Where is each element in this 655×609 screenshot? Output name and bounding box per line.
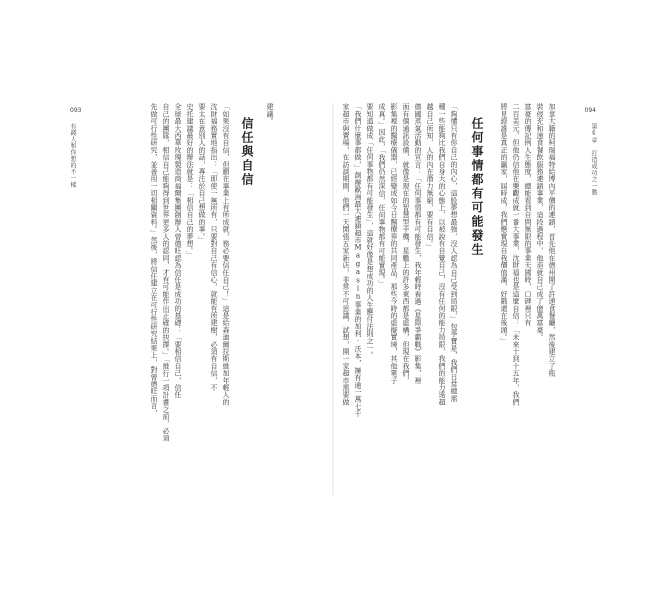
right-paragraph: 家超市與賣場，在訪談期間，他們一天開張五家新店，非常不可思議，試想，開一家超市需要做: [342, 103, 350, 406]
right-paragraph: 裝侵充和速食餐飲服務連鎖事業，這段過程中，他造就自己成了億萬富豪。: [536, 103, 544, 341]
right-running-head: 第4章 打造成功之一動: [590, 123, 597, 196]
right-paragraph: 加拿大籍的柯瑞福特給博內平價的連鎖，首先他在德州開了許速食餐廳，然後建立了瓶: [548, 103, 556, 377]
right-paragraph: 二百美元，但他仍信他在樂觀成就一番大事業，沈財福也是這麼自信：「未來十到十五年，我們: [512, 103, 520, 406]
right-paragraph: 德國蒸氣活動的宣言：「任何事情都有可能發生，我年輕時看過《星際爭霸戰》影集，裡: [414, 103, 422, 384]
left-paragraph: 史托建議最好的辦法就是：「相信自己的夢想。」: [186, 103, 194, 258]
right-paragraph: 要知道做成「任何事物都有可能發生」，這就好像是想成功的人生應付法則之一。: [366, 103, 374, 359]
left-paragraph: 全球最大西華玫瑰製造商福爾集團創辦人曾德旺認為信任是成功的基礎：「要相信自己，信任: [174, 103, 182, 399]
right-page: [338, 103, 604, 495]
right-paragraph: 越自己所知，人的內在潛力無窮，要有自信。」: [426, 103, 434, 251]
left-section-heading: 信任與自信: [240, 117, 254, 187]
left-running-head: 有錢人和你想的不一樣: [69, 123, 76, 188]
left-paragraph: 建議。: [266, 103, 274, 125]
left-page: [62, 103, 330, 495]
right-paragraph: 成真。」因此，「我們仍然深信，任何事物都有可能實現。」: [378, 103, 386, 287]
left-paragraph: 先做可行性研究，並善用一切相關資料。」然後，將信任建立在可行性研究結果上，對曾德旺而言，: [150, 103, 158, 417]
right-paragraph: 富豪的傳記例人生態度，總能看到自問無限的事業天國時，口碑裡只有: [524, 103, 532, 327]
book-spread: [62, 103, 604, 495]
gutter: [332, 103, 334, 495]
left-paragraph: 沈財福務實地指出：「即使一無所有，只要對自己有信心，就能有所建樹，必須有自信，不: [210, 103, 218, 391]
right-section-heading: 任何事情都有可能發生: [470, 117, 484, 257]
right-paragraph: 面有個通訊設備，就像是現在的智慧型手機，星艦上的許多東西都是虛構，但現在我們，: [402, 103, 410, 384]
left-page-number: 093: [70, 107, 82, 114]
right-paragraph: 種一些能夠比我們自身大的心態上，以被說有自覺自己，沒有任何的能力局限，我們的能力遠超: [438, 103, 446, 406]
left-paragraph: 要太在意別人的話，專注於自己想做的事。」: [198, 103, 206, 244]
right-paragraph: 「我們什麼事都做，」創辦歐洲最大連鎖超市Magasin事業的加利·沃本，擁有逾一萬七千: [354, 103, 362, 418]
right-paragraph: 影集裡的醫療儀器，已經變成如今日醫療界的共同產品，那些今時的虛擬實境，其他電子: [390, 103, 398, 384]
right-paragraph: 將見證誰是真正的贏家，屆時成，我們應實現自我價值滿，好戲還在後頭。」: [500, 103, 508, 345]
right-paragraph: 「夠懂只有你自己的內心，這股夢想最強，沒人認為自己受到局限，」包季寶是，我們日常總需: [450, 103, 458, 402]
left-paragraph: 自己的團隊，相信自己能夠得到世界更多人的認同，才有可能作出正確的抉擇。」「推行一項計畫之前，必須: [162, 103, 170, 442]
right-page-number: 094: [584, 107, 596, 114]
left-paragraph: 「如果沒有自信，但願在事業上有所成就，務必要信任自己！」這是給森迪爾拉斯維加年輕人的: [222, 103, 230, 406]
